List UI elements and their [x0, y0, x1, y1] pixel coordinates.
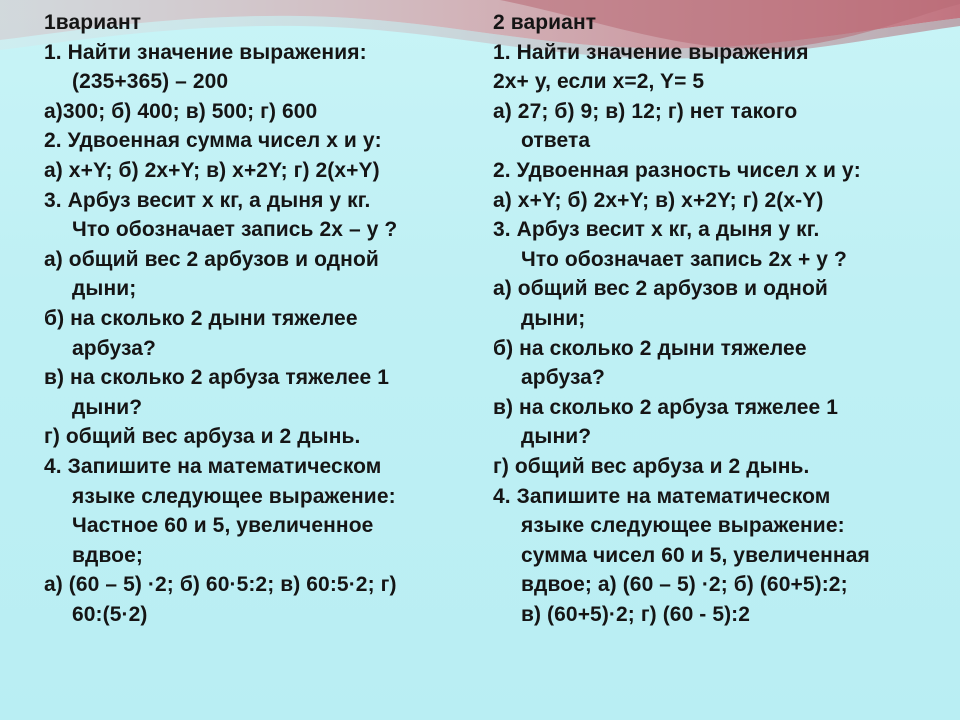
- right-text-line: а) 27; б) 9; в) 12; г) нет такого: [493, 99, 798, 123]
- left-text-line: 2. Удвоенная сумма чисел x и y:: [44, 129, 382, 153]
- right-text-line: арбуза?: [521, 366, 605, 390]
- right-text-line: 2 вариант: [493, 11, 597, 34]
- left-text-line: в) на сколько 2 арбуза тяжелее 1: [44, 366, 390, 390]
- right-text-line: сумма чисел 60 и 5, увеличенная: [521, 543, 870, 567]
- left-text-line: дыни;: [72, 277, 137, 301]
- right-text-line: 1. Найти значение выражения: [493, 40, 809, 64]
- left-text-line: 1. Найти значение выражения:: [44, 40, 367, 64]
- left-text-line: Частное 60 и 5, увеличенное: [72, 514, 374, 538]
- right-text-line: 3. Арбуз весит x кг, а дыня y кг.: [493, 218, 820, 242]
- left-text-line: (235+365) – 200: [72, 70, 229, 94]
- left-text-line: 1вариант: [44, 11, 142, 34]
- right-text-line: 2. Удвоенная разность чисел x и y:: [493, 158, 861, 182]
- variant-2-column: [493, 8, 953, 629]
- left-text-line: Что обозначает запись 2x – y ?: [72, 218, 398, 242]
- right-text-line: 2x+ y, если x=2, Y= 5: [493, 70, 705, 94]
- left-text-line: языке следующее выражение:: [72, 484, 396, 508]
- left-text-line: 4. Запишите на математическом: [44, 454, 382, 478]
- left-text-line: г) общий вес арбуза и 2 дынь.: [44, 425, 361, 449]
- left-text-line: 3. Арбуз весит x кг, а дыня y кг.: [44, 188, 371, 212]
- right-text-line: дыни?: [521, 425, 592, 449]
- left-text-line: вдвое;: [72, 543, 143, 567]
- variant-1-column: [44, 8, 474, 629]
- right-text-line: 4. Запишите на математическом: [493, 484, 831, 508]
- left-text-line: дыни?: [72, 395, 143, 419]
- left-text-line: б) на сколько 2 дыни тяжелее: [44, 306, 358, 330]
- right-text-line: в) (60+5)·2; г) (60 - 5):2: [521, 602, 751, 626]
- right-text-line: а) общий вес 2 арбузов и одной: [493, 277, 828, 301]
- right-text-line: б) на сколько 2 дыни тяжелее: [493, 336, 807, 360]
- right-text-line: Что обозначает запись 2x + y ?: [521, 247, 847, 271]
- right-text-line: г) общий вес арбуза и 2 дынь.: [493, 454, 810, 478]
- right-text-line: в) на сколько 2 арбуза тяжелее 1: [493, 395, 839, 419]
- left-text-line: 60:(5·2): [72, 602, 148, 626]
- right-text-line: языке следующее выражение:: [521, 514, 845, 538]
- right-text-line: ответа: [521, 129, 591, 153]
- left-text-line: а) x+Y; б) 2x+Y; в) x+2Y; г) 2(x+Y): [44, 158, 380, 182]
- right-text-line: вдвое; а) (60 – 5) ·2; б) (60+5):2;: [521, 573, 848, 597]
- left-text-line: а) (60 – 5) ·2; б) 60·5:2; в) 60:5·2; г): [44, 573, 397, 597]
- right-text-line: а) x+Y; б) 2x+Y; в) x+2Y; г) 2(x-Y): [493, 188, 824, 212]
- right-text-line: дыни;: [521, 306, 586, 330]
- left-text-line: а) общий вес 2 арбузов и одной: [44, 247, 379, 271]
- left-text-line: арбуза?: [72, 336, 156, 360]
- left-text-line: а)300; б) 400; в) 500; г) 600: [44, 99, 318, 123]
